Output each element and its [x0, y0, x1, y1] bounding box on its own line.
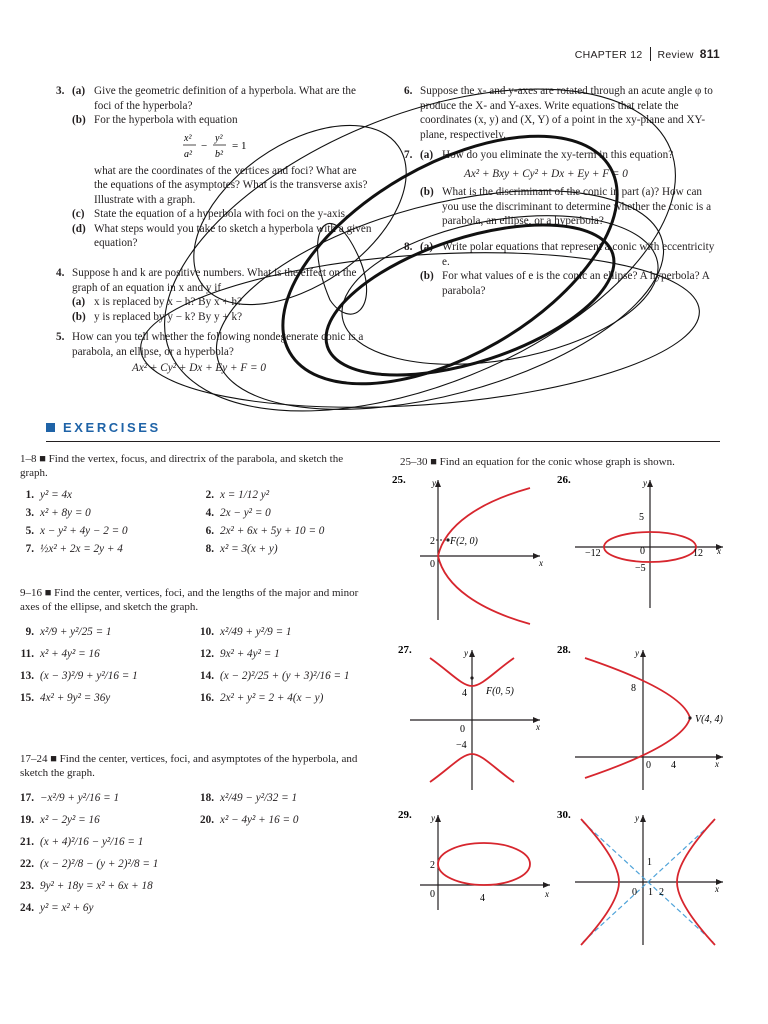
svg-text:2: 2	[430, 536, 435, 547]
page-number: 811	[699, 47, 720, 61]
svg-text:x: x	[539, 558, 543, 568]
svg-text:x: x	[715, 759, 719, 769]
part-label: (b)	[72, 310, 86, 323]
part-text: What is the discriminant of the conic in part (a)? How can you use the discriminant to determine whether the conic is a parabola, an ellipse, or a hyperbola?	[442, 186, 712, 227]
svg-text:12: 12	[693, 548, 703, 559]
exercise-list-17-24	[14, 792, 374, 914]
part-text: Write polar equations that represent a conic with eccentricity e.	[442, 241, 715, 268]
graph-number: 26.	[557, 474, 571, 486]
exercise-item: 20. x² − 4y² + 16 = 0	[200, 814, 299, 826]
focus-point	[470, 676, 473, 679]
svg-text:y: y	[635, 813, 639, 823]
svg-text:= 1: = 1	[232, 139, 247, 152]
exercises-title: EXERCISES	[63, 420, 161, 435]
exercise-item: 17. −x²/9 + y²/16 = 1	[20, 792, 120, 804]
exercise-item: 9. x²/9 + y²/25 = 1	[25, 626, 112, 638]
question-number: 6.	[404, 85, 413, 97]
exercise-list-1-8	[14, 489, 374, 555]
question-number: 7.	[404, 149, 413, 161]
exercise-group-25-30-instructions: 25–30 ■ Find an equation for the conic whose graph is shown.	[400, 456, 675, 468]
graph-28	[555, 640, 735, 795]
graph-number: 29.	[398, 809, 412, 821]
exercise-list-9-16	[14, 626, 374, 704]
review-question-5	[56, 330, 372, 376]
part-text: State the equation of a hyperbola with foci on the y-axis.	[94, 208, 348, 220]
graph-number: 28.	[557, 644, 571, 656]
svg-text:0: 0	[430, 559, 435, 570]
svg-text:y: y	[635, 648, 639, 658]
header-divider	[650, 47, 651, 61]
part-text: what are the coordinates of the vertices and foci? What are the equations of the asymptotes? What is the transverse axis? Illustrate with a graph.	[94, 164, 368, 206]
exercise-item: 16. 2x² + y² = 2 + 4(x − y)	[200, 692, 324, 704]
exercise-item: 10. x²/49 + y²/9 = 1	[200, 626, 292, 638]
svg-text:0: 0	[632, 887, 637, 898]
part-label: (b)	[420, 270, 434, 282]
part-label: (a)	[72, 296, 86, 308]
graph-29	[390, 805, 555, 915]
svg-text:y: y	[464, 648, 468, 658]
graph-number: 25.	[392, 474, 406, 486]
exercise-item: 21. (x + 4)²/16 − y²/16 = 1	[20, 836, 144, 848]
exercise-item: 2. x = 1/12 y²	[205, 489, 270, 501]
svg-text:x: x	[717, 546, 721, 556]
hyperbola-equation	[72, 128, 372, 164]
part-text: x is replaced by x − h? By x + h?	[94, 296, 243, 308]
graph-27	[390, 640, 555, 795]
svg-text:y: y	[431, 813, 435, 823]
svg-text:y²: y²	[215, 132, 223, 144]
svg-text:−4: −4	[456, 740, 467, 751]
question-text: Suppose h and k are positive numbers. What is the effect on the graph of an equation in x and y if	[72, 267, 357, 294]
question-text: Suppose the x- and y-axes are rotated through an acute angle φ to produce the X- and Y-axes. Write equations that relate the coordinates (x, y) and (X, Y) of a point in the xy-plane and XY-plane, respectively.	[420, 85, 713, 141]
section-marker-icon	[46, 423, 55, 432]
svg-text:8: 8	[631, 683, 636, 694]
graph-number: 30.	[557, 809, 571, 821]
conic-equation: Ax² + Cy² + Dx + Ey + F = 0	[132, 362, 266, 374]
question-number: 4.	[56, 267, 65, 279]
svg-text:0: 0	[646, 760, 651, 771]
review-question-8	[404, 240, 720, 298]
graph-25	[390, 470, 555, 630]
graph-number: 27.	[398, 644, 412, 656]
section-rule	[46, 441, 720, 442]
svg-text:2: 2	[430, 860, 435, 871]
svg-text:1: 1	[647, 857, 652, 868]
exercise-item: 5. x − y² + 4y − 2 = 0	[25, 525, 128, 537]
exercise-item: 12. 9x² + 4y² = 1	[200, 648, 280, 660]
exercise-item: 19. x² − 2y² = 16	[20, 814, 100, 826]
part-label: (c)	[72, 208, 85, 220]
part-label: (a)	[420, 241, 434, 253]
focus-label: F(0, 5)	[486, 686, 514, 697]
exercise-group-9-16-instructions: 9–16 ■ Find the center, vertices, foci, and the lengths of the major and minor axes of the ellipse, and sketch the graph.	[20, 587, 359, 613]
review-question-6	[404, 84, 720, 142]
question-number: 3.	[56, 85, 65, 97]
section-label: Review	[657, 49, 694, 61]
svg-text:0: 0	[640, 546, 645, 557]
svg-text:1: 1	[648, 887, 653, 898]
part-text: For the hyperbola with equation	[94, 114, 238, 126]
exercise-item: 7. ½x² + 2x = 2y + 4	[25, 543, 123, 555]
svg-text:x: x	[545, 889, 549, 899]
svg-text:b²: b²	[215, 148, 223, 160]
exercise-item: 11. x² + 4y² = 16	[20, 648, 100, 660]
svg-text:0: 0	[460, 724, 465, 735]
exercise-item: 4. 2x − y² = 0	[205, 507, 271, 519]
exercise-item: 1. y² = 4x	[25, 489, 73, 501]
exercise-item: 23. 9y² + 18y = x² + 6x + 18	[20, 880, 153, 892]
exercise-item: 18. x²/49 − y²/32 = 1	[200, 792, 298, 804]
svg-text:5: 5	[639, 512, 644, 523]
exercises-heading	[46, 420, 161, 435]
vertex-point	[688, 716, 691, 719]
svg-text:−5: −5	[635, 563, 646, 574]
svg-text:a²: a²	[184, 148, 192, 160]
exercise-item: 8. x² = 3(x + y)	[205, 543, 278, 555]
question-text: How can you tell whether the following nondegenerate conic is a parabola, an ellipse, or a hyperbola?	[72, 331, 364, 358]
exercise-item: 22. (x − 2)²/8 − (y + 2)²/8 = 1	[20, 858, 159, 870]
svg-text:x²: x²	[184, 132, 192, 144]
vertex-label: V(4, 4)	[695, 714, 723, 725]
svg-text:y: y	[432, 478, 436, 488]
part-text: For what values of e is the conic an ellipse? A hyperbola? A parabola?	[442, 270, 710, 297]
ellipse-curve	[438, 843, 530, 885]
review-question-4	[56, 266, 372, 324]
svg-text:−: −	[201, 139, 208, 152]
focus-label: F(2, 0)	[450, 536, 478, 547]
review-question-3	[56, 84, 372, 251]
exercise-group-17-24-instructions: 17–24 ■ Find the center, vertices, foci, and asymptotes of the hyperbola, and sketch the graph.	[20, 753, 358, 779]
svg-text:4: 4	[671, 760, 676, 771]
part-label: (b)	[420, 186, 434, 198]
part-text: y is replaced by y − k? By y + k?	[94, 310, 243, 323]
svg-text:x: x	[715, 884, 719, 894]
general-conic-equation: Ax² + Bxy + Cy² + Dx + Ey + F = 0	[464, 167, 628, 180]
exercise-item: 3. x² + 8y = 0	[25, 507, 91, 519]
question-number: 8.	[404, 241, 413, 253]
svg-text:y: y	[643, 478, 647, 488]
review-question-7	[404, 148, 720, 229]
part-label: (a)	[420, 149, 434, 161]
graph-26	[555, 470, 735, 610]
question-number: 5.	[56, 331, 65, 343]
running-header	[575, 47, 720, 61]
part-text: How do you eliminate the xy-term in this equation?	[442, 149, 674, 161]
exercise-item: 13. (x − 3)²/9 + y²/16 = 1	[20, 670, 138, 682]
part-label: (d)	[72, 222, 86, 235]
exercise-group-1-8-instructions: 1–8 ■ Find the vertex, focus, and directrix of the parabola, and sketch the graph.	[20, 453, 344, 479]
exercise-item: 24. y² = x² + 6y	[20, 902, 94, 914]
svg-text:4: 4	[480, 893, 485, 904]
graph-30	[555, 805, 735, 950]
exercise-item: 6. 2x² + 6x + 5y + 10 = 0	[205, 525, 325, 537]
part-label: (a)	[72, 85, 86, 97]
part-text: Give the geometric definition of a hyperbola. What are the foci of the hyperbola?	[94, 85, 356, 112]
exercise-item: 14. (x − 2)²/25 + (y + 3)²/16 = 1	[200, 670, 350, 682]
part-text: What steps would you take to sketch a hyperbola with a given equation?	[94, 222, 372, 249]
svg-text:−12: −12	[585, 548, 601, 559]
svg-text:2: 2	[659, 887, 664, 898]
svg-text:0: 0	[430, 889, 435, 900]
part-label: (b)	[72, 114, 86, 126]
chapter-label: CHAPTER 12	[574, 49, 643, 61]
svg-text:4: 4	[462, 688, 467, 699]
exercise-item: 15. 4x² + 9y² = 36y	[20, 692, 111, 704]
svg-text:x: x	[536, 722, 540, 732]
